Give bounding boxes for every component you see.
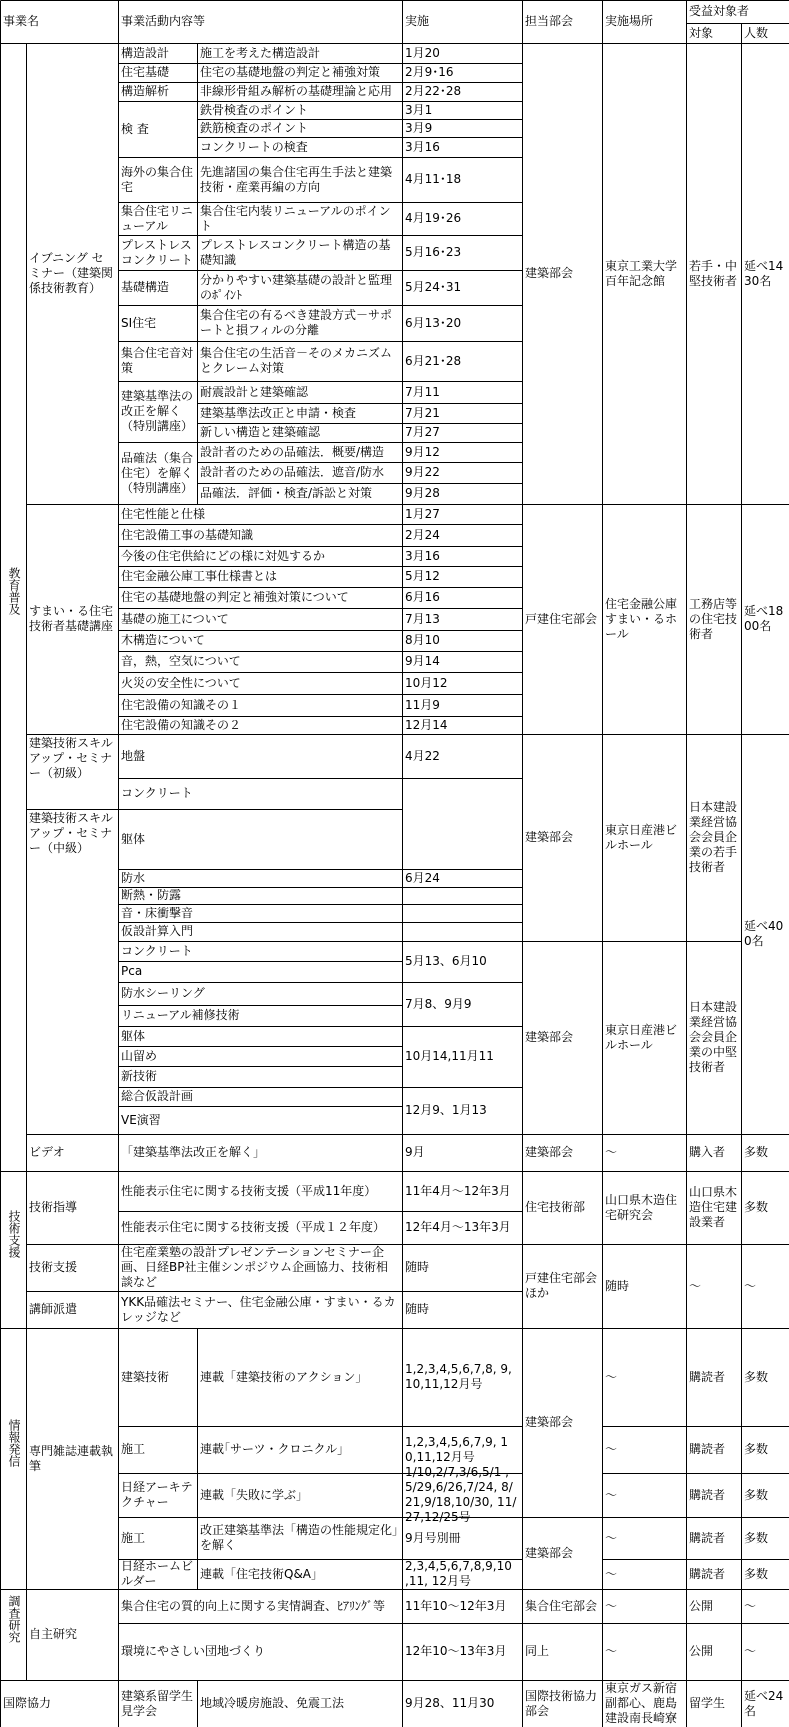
magazine-date: 1,2,3,4,5,6,7,9, 10,11,12月号 bbox=[405, 1434, 509, 1464]
intl-target: 留学生 bbox=[689, 1696, 726, 1710]
magazine-dept: 建築部会 bbox=[525, 1415, 574, 1429]
support-place: 随時 bbox=[605, 1278, 630, 1293]
support-dept: 戸建住宅部会ほか bbox=[525, 1271, 598, 1300]
evening-topic: 検 査 bbox=[121, 121, 149, 136]
magazine-people: 多数 bbox=[744, 1530, 769, 1545]
research-dept: 集合住宅部会 bbox=[525, 1598, 598, 1613]
sumai-date: 1月27 bbox=[405, 506, 440, 521]
evening-date: 7月21 bbox=[405, 405, 440, 420]
intl-place: 東京ガス新宿副都心、鹿島建設南長崎寮 bbox=[605, 1681, 678, 1725]
magazine-content: 改正建築基準法「構造の性能規定化」を解く bbox=[200, 1523, 399, 1552]
evening-content: 集合住宅の生活音－そのメカニズムとクレーム対策 bbox=[200, 346, 393, 375]
sumai-date: 5月12 bbox=[405, 569, 440, 583]
evening-content: 設計者のための品確法．遮音/防水 bbox=[200, 465, 385, 479]
sumai-date: 8月10 bbox=[405, 633, 440, 647]
skill1-content: 防水 bbox=[121, 870, 146, 885]
evening-topic: プレストレスコンクリート bbox=[121, 237, 193, 267]
skill2-target: 日本建設業経営協会会員企業の中堅技術者 bbox=[689, 1000, 738, 1074]
evening-date: 3月1 bbox=[405, 102, 433, 117]
evening-date: 3月16 bbox=[405, 139, 440, 154]
sumai-content: 住宅性能と仕様 bbox=[121, 506, 206, 521]
support-name: 技術支援 bbox=[29, 1260, 78, 1274]
sumai-date: 6月16 bbox=[405, 590, 440, 604]
sumai-people: 延べ1800名 bbox=[744, 604, 784, 633]
sumai-content: 木構造について bbox=[121, 633, 205, 647]
guidance-date: 12年4月～13年3月 bbox=[405, 1220, 511, 1234]
sumai-content: 住宅設備の知識その１ bbox=[121, 697, 242, 712]
skill2-content: リニューアル補修技術 bbox=[121, 1008, 240, 1022]
skill1-content: 仮設計算入門 bbox=[121, 924, 194, 938]
evening-date: 6月13･20 bbox=[405, 315, 462, 330]
evening-date: 2月9･16 bbox=[405, 65, 454, 79]
skill1-content: 躯体 bbox=[121, 831, 146, 846]
evening-content: 品確法．評価・検査/訴訟と対策 bbox=[200, 486, 373, 500]
support-date: 随時 bbox=[405, 1260, 430, 1274]
header-people: 人数 bbox=[744, 25, 769, 40]
skill2-date: 12月9、1月13 bbox=[405, 1103, 487, 1117]
video-place: ～ bbox=[605, 1145, 618, 1159]
skill2-content: 躯体 bbox=[121, 1028, 146, 1043]
research-content: 集合住宅の質的向上に関する実情調査、ﾋｱﾘﾝｸﾞ等 bbox=[121, 1598, 386, 1613]
skill2-content: 総合仮設計画 bbox=[121, 1089, 194, 1103]
magazine-place: ～ bbox=[605, 1442, 618, 1456]
evening-people: 延べ1430名 bbox=[744, 258, 784, 288]
video-target: 購入者 bbox=[689, 1145, 726, 1159]
skill2-place: 東京日産港ビルホール bbox=[605, 1022, 678, 1052]
evening-date: 7月27 bbox=[405, 425, 440, 439]
magazine-target: 購読者 bbox=[689, 1487, 726, 1502]
section-intl: 国際協力 bbox=[3, 1696, 52, 1710]
research-content: 環境にやさしい団地づくり bbox=[121, 1644, 266, 1658]
evening-topic: SI住宅 bbox=[121, 315, 157, 330]
evening-topic: 住宅基礎 bbox=[121, 65, 170, 79]
skill-people: 延べ400名 bbox=[744, 919, 784, 948]
evening-topic: 集合住宅リニューアル bbox=[121, 203, 193, 233]
skill2-content: 新技術 bbox=[121, 1069, 158, 1083]
evening-content: 耐震設計と建築確認 bbox=[200, 384, 309, 399]
evening-date: 9月28 bbox=[405, 486, 440, 500]
skill2-dept: 建築部会 bbox=[525, 1030, 574, 1044]
evening-content: 建築基準法改正と申請・検査 bbox=[200, 405, 357, 420]
evening-topic: 海外の集合住宅 bbox=[121, 164, 194, 194]
evening-date: 7月11 bbox=[405, 384, 440, 399]
evening-content: コンクリートの検査 bbox=[200, 139, 308, 154]
evening-target: 若手・中堅技術者 bbox=[689, 258, 738, 288]
evening-date: 2月22･28 bbox=[405, 84, 462, 98]
skill1-dept: 建築部会 bbox=[525, 830, 574, 844]
research-dept: 同上 bbox=[525, 1644, 550, 1658]
intl-name: 建築系留学生見学会 bbox=[121, 1688, 194, 1718]
sumai-place: 住宅金融公庫すまい・るホール bbox=[605, 596, 678, 641]
skill1-place: 東京日産港ビルホール bbox=[605, 822, 678, 852]
evening-topic: 建築基準法の改正を解く（特別講座） bbox=[121, 389, 194, 433]
section-edu: 教育普及 bbox=[7, 567, 21, 615]
evening-topic: 基礎構造 bbox=[121, 280, 170, 294]
evening-content: 分かりやすい建築基礎の設計と監理のﾎﾟｲﾝﾄ bbox=[200, 272, 393, 302]
video-dept: 建築部会 bbox=[525, 1145, 574, 1159]
evening-content: 鉄筋検査のポイント bbox=[200, 120, 309, 135]
header-name: 事業名 bbox=[3, 14, 40, 28]
evening-date: 3月9 bbox=[405, 120, 433, 135]
magazine-name: 専門雑誌連載執筆 bbox=[29, 1443, 114, 1473]
skill2-content: Pca bbox=[121, 964, 143, 978]
skill1-content: コンクリート bbox=[121, 786, 193, 800]
magazine-content: 連載｢サーツ・クロニクル｣ bbox=[200, 1442, 344, 1456]
video-content: 「建築基準法改正を解く」 bbox=[121, 1145, 266, 1159]
magazine-target: 購読者 bbox=[689, 1530, 726, 1545]
skill-mid-name: 建築技術スキルアップ・セミナー（中級） bbox=[29, 811, 113, 855]
magazine-content: 連載「失敗に学ぶ」 bbox=[200, 1487, 309, 1502]
research-target: 公開 bbox=[689, 1644, 714, 1658]
magazine-date: 1,2,3,4,5,6,7,8, 9, 10,11,12月号 bbox=[405, 1362, 516, 1391]
research-people: ～ bbox=[744, 1598, 757, 1613]
intl-dept: 国際技術協力部会 bbox=[525, 1688, 598, 1718]
guidance-place: 山口県木造住宅研究会 bbox=[605, 1192, 678, 1222]
skill2-date: 5月13、6月10 bbox=[405, 954, 487, 968]
magazine-target: 購読者 bbox=[689, 1369, 726, 1384]
magazine-content: 連載「住宅技術Q&A」 bbox=[200, 1566, 324, 1581]
sumai-date: 7月13 bbox=[405, 611, 440, 626]
evening-content: 集合住宅の有るべき建設方式－サポートと損フィルの分離 bbox=[200, 308, 393, 337]
evening-content: 住宅の基礎地盤の判定と補強対策 bbox=[200, 65, 381, 79]
guidance-date: 11年4月～12年3月 bbox=[405, 1183, 511, 1198]
skill2-content: VE演習 bbox=[121, 1112, 161, 1127]
sumai-content: 住宅金融公庫工事仕様書とは bbox=[121, 569, 278, 583]
support-people: ～ bbox=[744, 1278, 757, 1293]
lecture-content: YKK品確法セミナー、住宅金融公庫・すまい・るカレッジなど bbox=[121, 1294, 396, 1324]
evening-content: 鉄骨検査のポイント bbox=[200, 102, 309, 117]
guidance-name: 技術指導 bbox=[29, 1200, 78, 1214]
skill1-date: 4月22 bbox=[405, 748, 440, 763]
magazine-target: 購読者 bbox=[689, 1442, 726, 1456]
research-place: ～ bbox=[605, 1598, 618, 1613]
guidance-people: 多数 bbox=[744, 1200, 769, 1214]
magazine-people: 多数 bbox=[744, 1566, 769, 1581]
intl-content: 地域冷暖房施設、免震工法 bbox=[200, 1696, 345, 1710]
magazine-people: 多数 bbox=[744, 1369, 769, 1384]
skill1-content: 断熱・防露 bbox=[121, 888, 182, 902]
header-target: 対象 bbox=[689, 25, 714, 40]
guidance-content: 性能表示住宅に関する技術支援（平成１２年度） bbox=[121, 1220, 386, 1234]
evening-content: 新しい構造と建築確認 bbox=[200, 425, 321, 439]
skill1-date: 6月24 bbox=[405, 870, 440, 885]
lecture-name: 講師派遣 bbox=[29, 1302, 78, 1316]
evening-content: 非線形骨組み解析の基礎理論と応用 bbox=[200, 84, 393, 98]
research-place: ～ bbox=[605, 1644, 618, 1658]
magazine-place: ～ bbox=[605, 1566, 618, 1581]
evening-topic: 構造解析 bbox=[121, 84, 170, 98]
magazine-topic: 建築技術 bbox=[121, 1369, 170, 1384]
magazine-dept: 建築部会 bbox=[525, 1545, 574, 1560]
magazine-date: 2,3,4,5,6,7,8,9,10 ,11, 12月号 bbox=[405, 1559, 516, 1588]
sumai-date: 11月9 bbox=[405, 697, 440, 712]
evening-dept: 建築部会 bbox=[525, 266, 574, 280]
evening-content: 集合住宅内装リニューアルのポイント bbox=[200, 203, 391, 233]
skill1-content: 地盤 bbox=[121, 748, 146, 763]
header-content: 事業活動内容等 bbox=[121, 14, 206, 28]
skill1-target: 日本建設業経営協会会員企業の若手技術者 bbox=[689, 800, 738, 874]
header-date: 実施 bbox=[405, 14, 430, 28]
sumai-date: 2月24 bbox=[405, 527, 440, 542]
magazine-date: 1/10,2/7,3/6,5/1 ,5/29,6/26,7/24, 8/21,9/18,10/30, 11/27,12/25号 bbox=[405, 1465, 517, 1524]
intl-date: 9月28、11月30 bbox=[405, 1696, 495, 1710]
evening-content: 先進諸国の集合住宅再生手法と建築技術・産業再編の方向 bbox=[200, 164, 393, 194]
magazine-topic: 日経アーキテクチャー bbox=[121, 1480, 193, 1509]
evening-content: プレストレスコンクリート構造の基礎知識 bbox=[200, 237, 391, 267]
sumai-date: 10月12 bbox=[405, 675, 448, 690]
magazine-place: ～ bbox=[605, 1369, 618, 1384]
research-date: 12年10～13年3月 bbox=[405, 1644, 507, 1658]
magazine-place: ～ bbox=[605, 1487, 618, 1502]
evening-date: 4月19･26 bbox=[405, 211, 462, 225]
evening-place: 東京工業大学百年記念館 bbox=[605, 258, 678, 288]
skill2-content: 山留め bbox=[121, 1048, 158, 1063]
evening-date: 5月16･23 bbox=[405, 245, 462, 259]
evening-content: 施工を考えた構造設計 bbox=[200, 45, 321, 60]
lecture-date: 随時 bbox=[405, 1302, 430, 1316]
guidance-content: 性能表示住宅に関する技術支援（平成11年度） bbox=[121, 1183, 377, 1198]
sumai-content: 住宅設備の知識その２ bbox=[121, 717, 242, 732]
video-name: ビデオ bbox=[29, 1145, 65, 1159]
evening-date: 4月11･18 bbox=[405, 172, 462, 186]
research-name: 自主研究 bbox=[29, 1627, 78, 1641]
evening-topic: 品確法（集合住宅）を解く（特別講座） bbox=[121, 450, 194, 495]
magazine-people: 多数 bbox=[744, 1442, 769, 1456]
evening-topic: 集合住宅音対策 bbox=[121, 346, 194, 375]
sumai-target: 工務店等の住宅技術者 bbox=[689, 596, 738, 641]
header-target-group: 受益対象者 bbox=[689, 4, 750, 18]
evening-date: 5月24･31 bbox=[405, 280, 462, 294]
sumai-content: 住宅設備工事の基礎知識 bbox=[121, 527, 254, 542]
evening-date: 1月20 bbox=[405, 45, 440, 60]
sumai-content: 今後の住宅供給にどの様に対処するか bbox=[121, 548, 326, 563]
magazine-target: 購読者 bbox=[689, 1566, 726, 1581]
evening-date: 9月22 bbox=[405, 465, 440, 479]
sumai-course-name: すまい・る住宅技術者基礎講座 bbox=[29, 604, 114, 633]
magazine-topic: 施工 bbox=[121, 1442, 146, 1456]
evening-date: 6月21･28 bbox=[405, 353, 462, 368]
section-info: 情報発信 bbox=[7, 1418, 21, 1467]
video-date: 9月 bbox=[405, 1145, 425, 1159]
skill2-content: コンクリート bbox=[121, 943, 193, 958]
magazine-topic: 日経ホームビルダー bbox=[121, 1559, 194, 1588]
evening-seminar-name: イブニング セミナー（建築関係技術教育） bbox=[29, 251, 114, 295]
section-research: 調査研究 bbox=[7, 1594, 21, 1643]
video-people: 多数 bbox=[744, 1145, 769, 1159]
support-content: 住宅産業塾の設計プレゼンテーションセミナー企画、日経BP社主催シンポジウム企画協力、技術相談など bbox=[121, 1245, 389, 1289]
skill2-content: 防水シーリング bbox=[121, 986, 205, 1000]
section-tech: 技術支援 bbox=[7, 1209, 21, 1258]
magazine-topic: 施工 bbox=[121, 1530, 146, 1545]
magazine-place: ～ bbox=[605, 1530, 618, 1545]
support-target: ～ bbox=[689, 1278, 702, 1293]
sumai-date: 12月14 bbox=[405, 717, 448, 732]
evening-date: 9月12 bbox=[405, 444, 440, 459]
sumai-date: 9月14 bbox=[405, 654, 440, 668]
sumai-content: 音，熱，空気について bbox=[121, 654, 241, 668]
sumai-content: 火災の安全性について bbox=[121, 675, 241, 690]
sumai-content: 住宅の基礎地盤の判定と補強対策について bbox=[121, 590, 349, 604]
magazine-date: 9月号別冊 bbox=[405, 1530, 461, 1545]
header-dept: 担当部会 bbox=[525, 14, 574, 28]
intl-people: 延べ24名 bbox=[744, 1688, 784, 1718]
guidance-dept: 住宅技術部 bbox=[525, 1200, 586, 1214]
evening-topic: 構造設計 bbox=[121, 45, 170, 60]
research-date: 11年10～12年3月 bbox=[405, 1598, 507, 1613]
sumai-content: 基礎の施工について bbox=[121, 611, 229, 626]
magazine-people: 多数 bbox=[744, 1487, 769, 1502]
header-place: 実施場所 bbox=[605, 14, 654, 28]
skill2-date: 10月14,11月11 bbox=[405, 1049, 494, 1063]
research-people: ～ bbox=[744, 1644, 757, 1658]
evening-content: 設計者のための品確法．概要/構造 bbox=[200, 444, 385, 459]
research-target: 公開 bbox=[689, 1598, 714, 1613]
sumai-date: 3月16 bbox=[405, 548, 440, 563]
guidance-target: 山口県木造住宅建設業者 bbox=[689, 1185, 738, 1229]
skill2-date: 7月8、9月9 bbox=[405, 996, 472, 1011]
sumai-dept: 戸建住宅部会 bbox=[525, 611, 598, 626]
skill1-content: 音・床衝撃音 bbox=[121, 905, 194, 920]
magazine-content: 連載「建築技術のアクション」 bbox=[200, 1369, 368, 1384]
skill-basic-name: 建築技術スキルアップ・セミナー（初級） bbox=[29, 736, 113, 780]
